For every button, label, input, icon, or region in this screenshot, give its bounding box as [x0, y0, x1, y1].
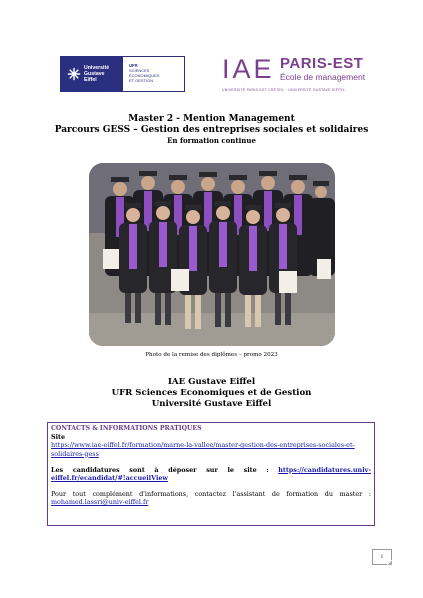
iae-subline: UNIVERSITÉ PARIS-EST CRÉTEIL · UNIVERSITÉ GUSTAVE EIFFEL — [222, 88, 346, 92]
info-text: Pour tout complément d'informations, contactez l'assistant de formation du master : — [51, 490, 371, 499]
iae-ecole-text: École de management — [280, 72, 366, 82]
iae-logo-text: IAE — [222, 54, 275, 84]
uge-name-line: Gustave — [84, 71, 105, 77]
ufr-line: ET GESTION — [129, 78, 154, 83]
institution-university: Université Gustave Eiffel — [151, 399, 272, 409]
site-label: Site — [51, 433, 66, 442]
ufr-line: ÉCONOMIQUES — [129, 73, 160, 78]
candidatures-text: Les candidatures sont à déposer sur le site : — [51, 465, 269, 474]
program-mode: En formation continue — [167, 136, 256, 145]
contacts-heading: CONTACTS & INFORMATIONS PRATIQUES — [51, 425, 202, 432]
iae-paris-est-text: PARIS-EST — [280, 55, 364, 72]
ufr-label-block — [123, 57, 184, 91]
email-link[interactable]: mohamed.lassri@univ-eiffel.fr — [51, 498, 149, 507]
program-track: Parcours GESS – Gestion des entreprises sociales et solidaires — [54, 125, 369, 135]
site-link[interactable]: https://www.iae-eiffel.fr/formation/marne-la-vallee/master-gestion-des-entreprises-sociales-et-solidaires-gess — [51, 441, 355, 458]
info-paragraph — [51, 490, 371, 506]
uge-star-icon — [67, 67, 81, 81]
ufr-label: UFR — [129, 63, 138, 68]
institution-ufr: UFR Sciences Economiques et de Gestion — [111, 388, 312, 398]
uge-logo-brand — [61, 57, 123, 91]
uge-logo — [60, 56, 185, 92]
contacts-box — [47, 422, 375, 526]
institution-iae: IAE Gustave Eiffel — [167, 377, 256, 387]
ufr-line: SCIENCES — [129, 68, 150, 73]
uge-name-line: Université — [84, 65, 110, 71]
institutions — [0, 377, 423, 410]
graduation-photo — [89, 163, 335, 346]
program-title: Master 2 - Mention Management — [128, 114, 295, 124]
program-titles — [0, 114, 423, 145]
candidatures-paragraph — [51, 466, 371, 482]
uge-name-line: Eiffel — [84, 77, 97, 83]
candidatures-link[interactable]: https://candidatures.univ-eiffel.fr/ecandidat/#!accueilView — [51, 465, 371, 483]
graduation-photo-image — [89, 163, 335, 346]
photo-caption: Photo de la remise des diplômes – promo 2023 — [145, 352, 278, 358]
uge-name — [84, 65, 109, 83]
iae-logo — [222, 55, 372, 97]
page-number: 1 — [372, 549, 392, 565]
